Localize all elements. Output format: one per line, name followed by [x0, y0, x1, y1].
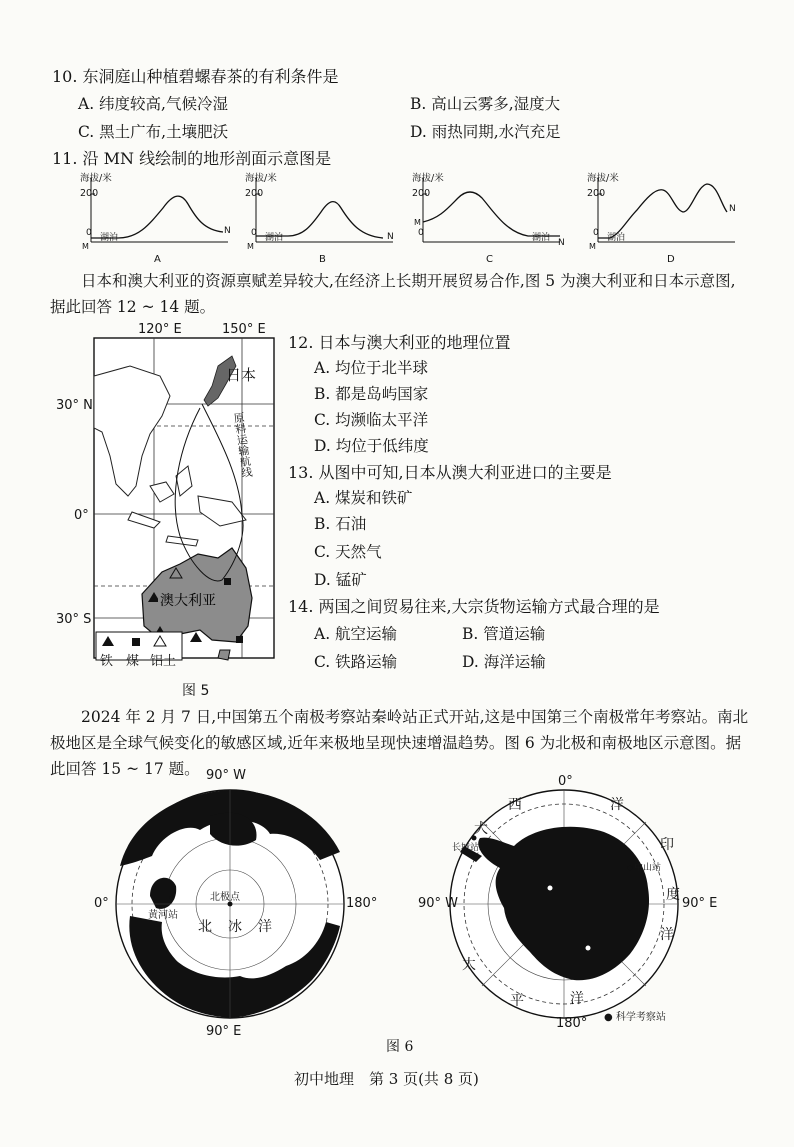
fig5-lon-150: 150° E: [222, 322, 266, 337]
q10-option-c: C. 黑土广布,土壤肥沃: [78, 123, 229, 141]
profile-a: [78, 168, 253, 268]
profile-d-tick-200: 200: [587, 188, 606, 199]
fig6-north-pole: 北极点: [210, 892, 240, 903]
q12-option-b: B. 都是岛屿国家: [314, 385, 429, 403]
profile-d-m: M: [589, 242, 596, 251]
q14-option-a: A. 航空运输: [314, 625, 398, 643]
profile-b-n: N: [387, 232, 394, 242]
fig5-lat-0: 0°: [74, 508, 89, 523]
profile-d-lake: 湖泊: [607, 233, 626, 243]
fig6-great-wall-station: 长城站: [452, 843, 480, 853]
intro-paragraph-1: 日本和澳大利亚的资源禀赋差异较大,在经济上长期开展贸易合作,图 5 为澳大利亚和日本示意图,据此回答 12 ~ 14 题。: [50, 272, 736, 316]
fig6-legend: ● 科学考察站: [604, 1012, 666, 1023]
figure-5: [50, 322, 280, 697]
q10-option-d: D. 雨热同期,水汽充足: [410, 123, 561, 141]
q13-stem: 13. 从图中可知,日本从澳大利亚进口的主要是: [288, 463, 612, 482]
q12-option-d: D. 均位于低纬度: [314, 437, 429, 455]
profile-c-tick-200: 200: [412, 188, 431, 199]
q13-option-d: D. 锰矿: [314, 571, 367, 589]
fig5-legend-bauxite: 铝土: [150, 654, 177, 669]
fig5-legend-coal: 煤: [126, 654, 140, 669]
profile-b-lake: 湖泊: [265, 233, 284, 243]
fig6-atlantic-1: 西: [508, 797, 522, 813]
q11-stem: 11. 沿 MN 线绘制的地形剖面示意图是: [52, 149, 332, 168]
profile-b-tick-0: 0: [251, 228, 257, 238]
profile-c-n: N: [558, 238, 565, 248]
fig6-arctic-ocean-3: 洋: [258, 919, 272, 935]
fig5-legend-iron: 铁: [100, 654, 114, 669]
profile-a-tick-0: 0: [86, 228, 92, 238]
fig5-route-label: 原料运输航线: [231, 411, 254, 479]
fig6-antarctic-left: 90° W: [418, 896, 459, 911]
profile-b-ylabel: 海拔/米: [245, 173, 277, 184]
q13-option-c: C. 天然气: [314, 543, 382, 561]
q12-stem: 12. 日本与澳大利亚的地理位置: [288, 333, 511, 352]
fig6-arctic-bottom: 90° E: [206, 1024, 242, 1039]
q13-option-b: B. 石油: [314, 515, 367, 533]
fig6-indian-3: 洋: [660, 927, 674, 943]
intro-paragraph-2: 2024 年 2 月 7 日,中国第五个南极考察站秦岭站正式开站,这是中国第三个南极常年考察站。南北极地区是全球气候变化的敏感区域,近年来极地呈现快速增温趋势。图 6 为北极和南极地区示意图。据此回答 15 ~ 17 题。: [50, 708, 749, 778]
fig6-antarctic-top: 0°: [558, 774, 573, 789]
q10-option-a: A. 纬度较高,气候冷湿: [78, 95, 228, 113]
fig6-arctic-svg: [90, 776, 370, 1036]
q10-option-b: B. 高山云雾多,湿度大: [410, 95, 561, 113]
q12-option-c: C. 均濒临太平洋: [314, 411, 429, 429]
fig5-lon-120: 120° E: [138, 322, 182, 337]
profile-c-lake: 湖泊: [532, 233, 551, 243]
profile-b-m: M: [247, 242, 254, 251]
profile-d-n: N: [729, 204, 736, 214]
fig6-antarctic-map: [418, 774, 724, 1036]
profile-a-m: M: [82, 242, 89, 251]
fig6-pacific-3: 洋: [570, 991, 584, 1007]
fig6-antarctic-right: 90° E: [682, 896, 718, 911]
profile-a-tick-200: 200: [80, 188, 99, 199]
fig6-arctic-ocean-2: 冰: [228, 919, 242, 935]
profile-a-lake: 湖泊: [100, 233, 119, 243]
profile-b: [243, 168, 418, 268]
fig6-arctic-left: 0°: [94, 896, 109, 911]
profile-a-n: N: [224, 226, 231, 236]
fig6-arctic-right: 180°: [346, 896, 378, 911]
q10-stem: 10. 东洞庭山种植碧螺春茶的有利条件是: [52, 67, 339, 86]
q14-stem: 14. 两国之间贸易往来,大宗货物运输方式最合理的是: [288, 597, 660, 616]
q14-option-d: D. 海洋运输: [462, 653, 546, 671]
fig6-atlantic-3: 大: [474, 821, 488, 837]
q14-option-c: C. 铁路运输: [314, 653, 398, 671]
fig6-antarctic-bottom: 180°: [556, 1016, 588, 1031]
fig6-arctic-ocean-1: 北: [198, 919, 212, 935]
profile-c-caption: C: [486, 254, 493, 265]
profile-c-ylabel: 海拔/米: [412, 173, 444, 184]
profile-c-m: M: [414, 218, 421, 227]
profile-b-caption: B: [319, 254, 326, 265]
fig6-yellow-river-station: 黄河站: [148, 910, 178, 921]
fig6-arctic-top: 90° W: [206, 768, 247, 783]
profile-d-ylabel: 海拔/米: [587, 173, 619, 184]
fig5-lat-30n: 30° N: [56, 398, 93, 413]
fig5-japan-label: 日本: [226, 366, 257, 384]
fig6-atlantic-2: 洋: [610, 797, 624, 813]
profile-b-tick-200: 200: [245, 188, 264, 199]
fig6-indian-2: 度: [666, 887, 680, 903]
fig6-legend-label: 科学考察站: [615, 1012, 666, 1023]
fig5-australia-label: 澳大利亚: [158, 590, 218, 610]
q14-option-b: B. 管道运输: [462, 625, 546, 643]
profile-a-ylabel: 海拔/米: [80, 173, 112, 184]
fig6-pacific-2: 平: [510, 993, 524, 1009]
page-footer: 初中地理 第 3 页(共 8 页): [294, 1070, 479, 1088]
fig6-pacific-1: 太: [462, 957, 476, 973]
profile-d-caption: D: [667, 254, 675, 265]
profile-c-tick-0: 0: [418, 228, 424, 238]
fig6-zhongshan-station: 中山站: [634, 863, 662, 873]
profile-d-tick-0: 0: [593, 228, 599, 238]
profile-d: [585, 168, 760, 268]
q12-option-a: A. 均位于北半球: [314, 359, 429, 377]
fig6-antarctic-svg: [434, 776, 694, 1036]
fig6-indian-1: 印: [660, 837, 674, 853]
fig6-caption: 图 6: [386, 1039, 414, 1055]
profile-c: [410, 168, 585, 268]
fig5-caption: 图 5: [182, 683, 210, 699]
q13-option-a: A. 煤炭和铁矿: [314, 489, 413, 507]
fig6-arctic-map: [90, 768, 378, 1039]
profile-a-caption: A: [154, 254, 161, 265]
fig5-lat-30s: 30° S: [56, 612, 92, 627]
